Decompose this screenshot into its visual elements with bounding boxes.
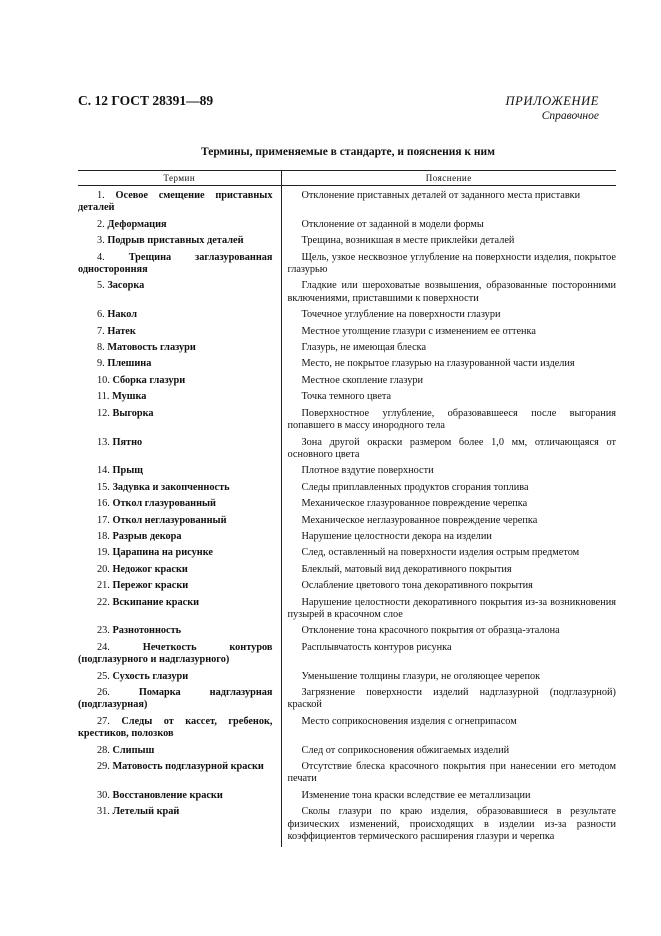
term-number: 14. — [97, 465, 110, 477]
term-number: 5. — [97, 280, 105, 292]
term-name: Мушка — [112, 391, 147, 403]
term-number: 23. — [97, 625, 110, 637]
table-row — [78, 687, 616, 716]
table-row — [78, 716, 616, 745]
term-name: Натек — [107, 325, 136, 337]
term-cell — [78, 547, 281, 563]
table-row — [78, 326, 616, 342]
term-cell — [78, 745, 281, 761]
term-cell — [78, 391, 281, 407]
term-name: Прыщ — [112, 465, 143, 477]
term-name: Трещина заглазурованная односторонняя — [78, 251, 273, 276]
table-row — [78, 391, 616, 407]
term-name: Царапина на рисунке — [112, 547, 213, 559]
term-number: 10. — [97, 374, 110, 386]
explanation-cell: Щель, узкое несквозное углубление на поверхности изделия, покрытое глазурью — [287, 251, 616, 276]
explanation-cell: Уменьшение толщины глазури, не оголяющее черепок — [301, 670, 541, 682]
term-number: 6. — [97, 309, 105, 321]
explanation-cell: Расплывчатость контуров рисунка — [301, 641, 452, 653]
term-name: Сборка глазури — [112, 374, 186, 386]
table-row — [78, 375, 616, 391]
term-number: 11. — [97, 391, 110, 403]
term-cell — [78, 252, 281, 281]
table-row — [78, 252, 616, 281]
table-row — [78, 465, 616, 481]
term-cell — [78, 687, 281, 716]
term-cell — [78, 625, 281, 641]
term-name: Восстановление краски — [112, 789, 223, 801]
term-number: 20. — [97, 563, 110, 575]
term-cell — [78, 437, 281, 466]
column-header-explanation: Пояснение — [281, 171, 616, 186]
table-row — [78, 498, 616, 514]
term-name: Слипыш — [112, 744, 155, 756]
terms-table — [78, 170, 616, 847]
term-name: Откол глазурованный — [112, 498, 216, 510]
term-number: 16. — [97, 498, 110, 510]
term-name: Деформация — [107, 218, 167, 230]
table-row — [78, 358, 616, 374]
table-row — [78, 806, 616, 847]
term-name: Накол — [107, 309, 138, 321]
term-number: 31. — [97, 806, 110, 818]
term-name: Недожог краски — [112, 563, 188, 575]
explanation-cell: Загрязнение поверхности изделий надглазурной (подглазурной) краской — [287, 687, 616, 711]
term-cell — [78, 358, 281, 374]
term-number: 8. — [97, 342, 105, 354]
table-row — [78, 186, 616, 219]
table-header-row — [78, 171, 616, 186]
explanation-cell: Глазурь, не имеющая блеска — [301, 342, 427, 354]
term-name: Выгорка — [112, 407, 154, 419]
term-number: 25. — [97, 670, 110, 682]
term-cell — [78, 498, 281, 514]
term-name: Разнотонность — [112, 625, 182, 637]
term-number: 17. — [97, 514, 110, 526]
column-header-term: Термин — [78, 171, 281, 186]
explanation-cell: Местное утолщение глазури с изменением ее оттенка — [301, 325, 536, 337]
term-cell — [78, 642, 281, 671]
explanation-cell: Место соприкосновения изделия с огнеприпасом — [301, 715, 517, 727]
table-row — [78, 597, 616, 626]
term-cell — [78, 580, 281, 596]
explanation-cell: Гладкие или шероховатые возвышения, образованные посторонними включениями, приставшими к поверхности — [287, 280, 616, 304]
term-cell — [78, 309, 281, 325]
table-row — [78, 280, 616, 309]
explanation-cell: Зона другой окраски размером более 1,0 мм, отличающаяся от основного цвета — [287, 436, 616, 460]
explanation-cell: Плотное вздутие поверхности — [301, 465, 434, 477]
explanation-cell: Сколы глазури по краю изделия, образовавшиеся в результате физических изменений, происходящих в изделии из-за разности коэффициентов термического расширения глазури и черепка — [287, 806, 616, 843]
term-cell — [78, 375, 281, 391]
term-number: 24. — [97, 641, 110, 653]
term-number: 21. — [97, 580, 110, 592]
term-cell — [78, 531, 281, 547]
appendix-label-block — [506, 94, 599, 122]
table-row — [78, 625, 616, 641]
table-row — [78, 761, 616, 790]
term-number: 9. — [97, 358, 105, 370]
term-name: Плешина — [107, 358, 152, 370]
explanation-cell: Отклонение приставных деталей от заданного места приставки — [301, 190, 581, 201]
term-name: Разрыв декора — [112, 530, 182, 542]
appendix-label: ПРИЛОЖЕНИЕ — [505, 94, 599, 108]
explanation-cell: Место, не покрытое глазурью на глазурованной части изделия — [301, 358, 575, 370]
term-cell — [78, 597, 281, 626]
table-row — [78, 342, 616, 358]
table-row — [78, 745, 616, 761]
term-number: 12. — [97, 407, 110, 419]
explanation-cell: Ослабление цветового тона декоративного покрытия — [301, 580, 533, 592]
term-number: 29. — [97, 761, 110, 773]
term-cell — [78, 806, 281, 847]
term-number: 1. — [97, 190, 105, 201]
page-header: С. 12 ГОСТ 28391—89 — [78, 93, 214, 108]
table-row — [78, 671, 616, 687]
term-cell — [78, 761, 281, 790]
explanation-cell: Местное скопление глазури — [301, 374, 423, 386]
table-row — [78, 580, 616, 596]
term-name: Летелый край — [112, 806, 180, 818]
term-name: Следы от кассет, гребенок, крестиков, полозков — [78, 715, 273, 740]
term-cell — [78, 235, 281, 251]
term-cell — [78, 342, 281, 358]
explanation-cell: След от соприкосновения обжигаемых изделий — [301, 744, 510, 756]
table-row — [78, 531, 616, 547]
explanation-cell: Механическое глазурованное повреждение черепка — [301, 498, 528, 510]
explanation-cell: Отсутствие блеска красочного покрытия при нанесении его методом печати — [287, 761, 616, 785]
table-row — [78, 790, 616, 806]
explanation-cell: Точечное углубление на поверхности глазури — [301, 309, 501, 321]
explanation-cell: Отклонение от заданной в модели формы — [301, 218, 484, 230]
term-name: Пережог краски — [112, 580, 189, 592]
term-cell — [78, 408, 281, 437]
table-row — [78, 235, 616, 251]
term-number: 26. — [97, 687, 110, 698]
term-name: Помарка надглазурная (подглазурная) — [78, 687, 273, 711]
term-name: Осевое смещение приставных деталей — [78, 190, 273, 214]
term-name: Нечеткость контуров (подглазурного и надглазурного) — [78, 641, 273, 666]
term-cell — [78, 515, 281, 531]
table-row — [78, 219, 616, 235]
appendix-type: Справочное — [541, 110, 599, 122]
term-name: Вскипание краски — [112, 596, 200, 608]
explanation-cell: Следы приплавленных продуктов сгорания топлива — [301, 481, 529, 493]
document-title: Термины, применяемые в стандарте, и пояснения к ним — [200, 146, 496, 158]
term-name: Засорка — [107, 280, 145, 292]
term-cell — [78, 326, 281, 342]
term-number: 15. — [97, 481, 110, 493]
term-number: 4. — [97, 251, 105, 263]
explanation-cell: Блеклый, матовый вид декоративного покрытия — [301, 563, 512, 575]
term-number: 19. — [97, 547, 110, 559]
table-row — [78, 642, 616, 671]
term-number: 18. — [97, 530, 110, 542]
explanation-cell: Нарушение целостности декора на изделии — [301, 530, 492, 542]
explanation-cell: Изменение тона краски вследствие ее металлизации — [301, 789, 531, 801]
term-name: Задувка и закопченность — [112, 481, 230, 493]
table-row — [78, 437, 616, 466]
term-number: 22. — [97, 596, 110, 608]
table-row — [78, 482, 616, 498]
explanation-cell: Точка темного цвета — [301, 391, 392, 403]
term-name: Откол неглазурованный — [112, 514, 227, 526]
table-row — [78, 547, 616, 563]
term-cell — [78, 465, 281, 481]
term-name: Пятно — [112, 436, 143, 448]
term-number: 13. — [97, 436, 110, 448]
explanation-cell: Механическое неглазурованное повреждение черепка — [301, 514, 538, 526]
term-number: 30. — [97, 789, 110, 801]
explanation-cell: Отклонение тона красочного покрытия от образца-эталона — [301, 625, 560, 637]
table-row — [78, 408, 616, 437]
term-number: 3. — [97, 235, 105, 247]
term-cell — [78, 482, 281, 498]
term-number: 27. — [97, 715, 110, 727]
term-cell — [78, 280, 281, 309]
explanation-cell: След, оставленный на поверхности изделия острым предметом — [301, 547, 580, 559]
table-row — [78, 515, 616, 531]
table-row — [78, 309, 616, 325]
term-cell — [78, 671, 281, 687]
term-name: Подрыв приставных деталей — [107, 235, 244, 247]
table-row — [78, 564, 616, 580]
term-number: 28. — [97, 744, 110, 756]
term-name: Сухость глазури — [112, 670, 189, 682]
explanation-cell: Трещина, возникшая в месте приклейки деталей — [301, 235, 515, 247]
term-cell — [78, 186, 281, 219]
term-number: 7. — [97, 325, 105, 337]
term-number: 2. — [97, 218, 105, 230]
term-cell — [78, 716, 281, 745]
term-name: Матовость подглазурной краски — [112, 761, 264, 773]
term-cell — [78, 564, 281, 580]
term-cell — [78, 219, 281, 235]
term-cell — [78, 790, 281, 806]
explanation-cell: Поверхностное углубление, образовавшееся после выгорания попавшего в массу инородного тела — [287, 407, 616, 432]
explanation-cell: Нарушение целостности декоративного покрытия из-за возникновения пузырей в красочном слое — [287, 596, 616, 620]
term-name: Матовость глазури — [107, 342, 196, 354]
